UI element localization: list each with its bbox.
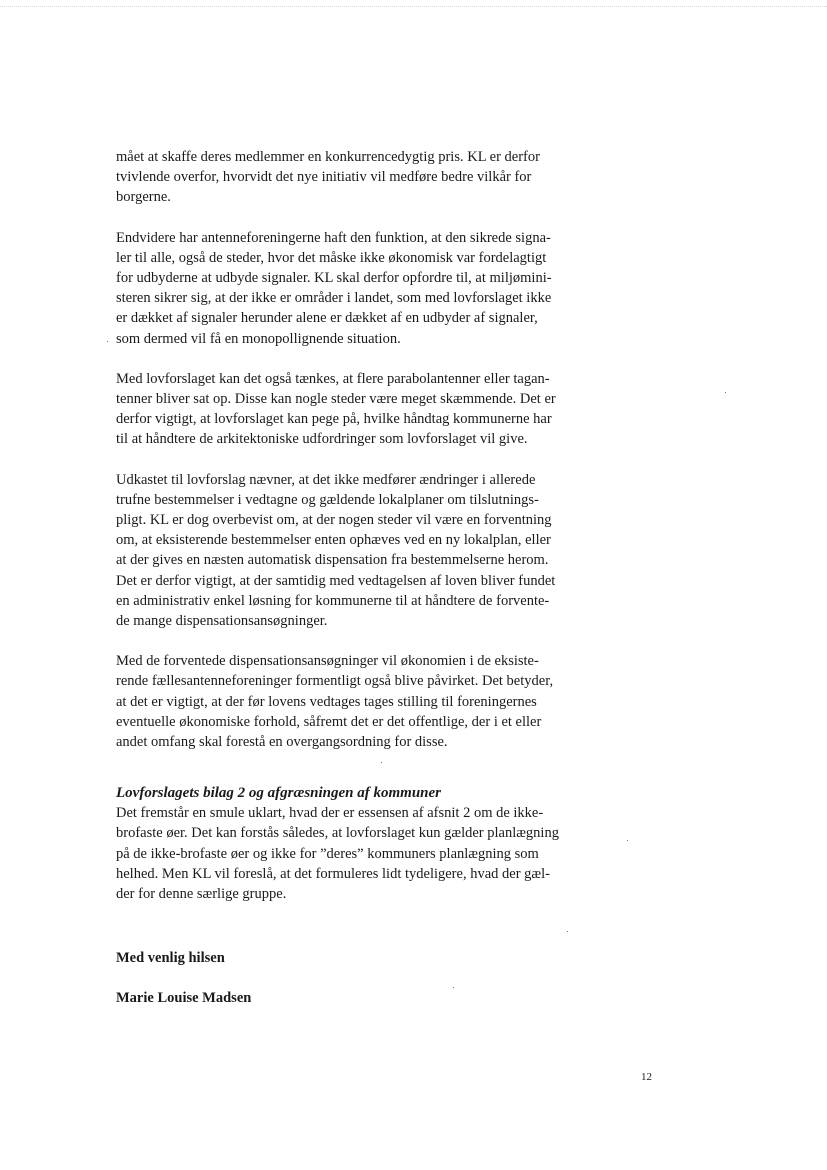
text-line: mået at skaffe deres medlemmer en konkurrencedygtig pris. KL er derfor	[116, 149, 540, 165]
paragraph-4	[116, 470, 636, 632]
text-line: om, at eksisterende bestemmelser enten ophæves ved en ny lokalplan, eller	[116, 532, 551, 549]
text-line: at det er vigtigt, at der før lovens vedtages tages stilling til foreningernes	[116, 693, 537, 710]
text-line: derfor vigtigt, at lovforslaget kan pege på, hvilke håndtag kommunerne har	[116, 411, 552, 428]
scan-speck	[725, 392, 726, 393]
scan-speck	[381, 762, 382, 763]
section-heading: Lovforslagets bilag 2 og afgræsningen af kommuner	[116, 785, 442, 802]
signature-name: Marie Louise Madsen	[116, 990, 252, 1006]
scan-speck	[567, 931, 568, 932]
text-line: der for denne særlige gruppe.	[116, 886, 287, 903]
page-number: 12	[641, 1071, 652, 1083]
text-line: en administrativ enkel løsning for kommunerne til at håndtere de forvente-	[116, 592, 550, 609]
text-line: Endvidere har antenneforeningerne haft den funktion, at den sikrede signa-	[116, 229, 551, 246]
text-line: helhed. Men KL vil foreslå, at det formuleres lidt tydeligere, hvad der gæl-	[116, 865, 550, 882]
paragraph-1	[116, 147, 636, 208]
text-line: eventuelle økonomiske forhold, såfremt det er det offentlige, der i et eller	[116, 713, 542, 730]
text-line: steren sikrer sig, at der ikke er områder i landet, som med lovforslaget ikke	[116, 290, 552, 307]
text-line: Det fremstår en smule uklart, hvad der er essensen af afsnit 2 om de ikke-	[116, 805, 544, 822]
text-line: borgerne.	[116, 189, 171, 206]
text-line: at der gives en næsten automatisk dispensation fra bestemmelserne herom.	[116, 552, 549, 569]
top-scan-edge	[0, 6, 827, 7]
text-line: som dermed vil få en monopollignende situation.	[116, 330, 401, 347]
text-line: er dækket af signaler herunder alene er dækket af en udbyder af signaler,	[116, 310, 538, 327]
text-line: Udkastet til lovforslag nævner, at det ikke medfører ændringer i allerede	[116, 471, 536, 488]
text-line: tvivlende overfor, hvorvidt det nye initiativ vil medføre bedre vilkår for	[116, 169, 532, 186]
paragraph-2	[116, 228, 636, 349]
scan-speck	[453, 987, 454, 988]
text-line: rende fællesantenneforeninger formentligt også blive påvirket. Det betyder,	[116, 673, 554, 690]
text-line: andet omfang skal forestå en overgangsordning for disse.	[116, 734, 448, 751]
text-line: pligt. KL er dog overbevist om, at der nogen steder vil være en forventning	[116, 512, 552, 529]
text-line: brofaste øer. Det kan forstås således, at lovforslaget kun gælder planlægning	[116, 825, 559, 842]
text-line: til at håndtere de arkitektoniske udfordringer som lovforslaget vil give.	[116, 431, 528, 448]
closing-greeting: Med venlig hilsen	[116, 950, 225, 966]
text-line: de mange dispensationsansøgninger.	[116, 613, 328, 630]
text-line: trufne bestemmelser i vedtagne og gældende lokalplaner om tilslutnings-	[116, 491, 539, 508]
paragraph-3	[116, 369, 636, 450]
paragraph-5	[116, 651, 636, 752]
text-line: Det er derfor vigtigt, at der samtidig med vedtagelsen af loven bliver fundet	[116, 572, 556, 589]
text-line: på de ikke-brofaste øer og ikke for ”deres” kommuners planlægning som	[116, 845, 539, 862]
scan-speck	[627, 840, 628, 841]
scan-speck	[107, 341, 108, 342]
text-line: for udbyderne at udbyde signaler. KL skal derfor opfordre til, at miljømini-	[116, 270, 552, 287]
text-line: Med de forventede dispensationsansøgninger vil økonomien i de eksiste-	[116, 653, 539, 670]
section-paragraph	[116, 803, 636, 904]
text-line: tenner bliver sat op. Disse kan nogle steder være meget skæmmende. Det er	[116, 391, 556, 408]
text-line: Med lovforslaget kan det også tænkes, at flere parabolantenner eller tagan-	[116, 370, 550, 387]
text-line: ler til alle, også de steder, hvor det måske ikke økonomisk var fordelagtigt	[116, 249, 547, 266]
letter-body	[116, 147, 636, 904]
